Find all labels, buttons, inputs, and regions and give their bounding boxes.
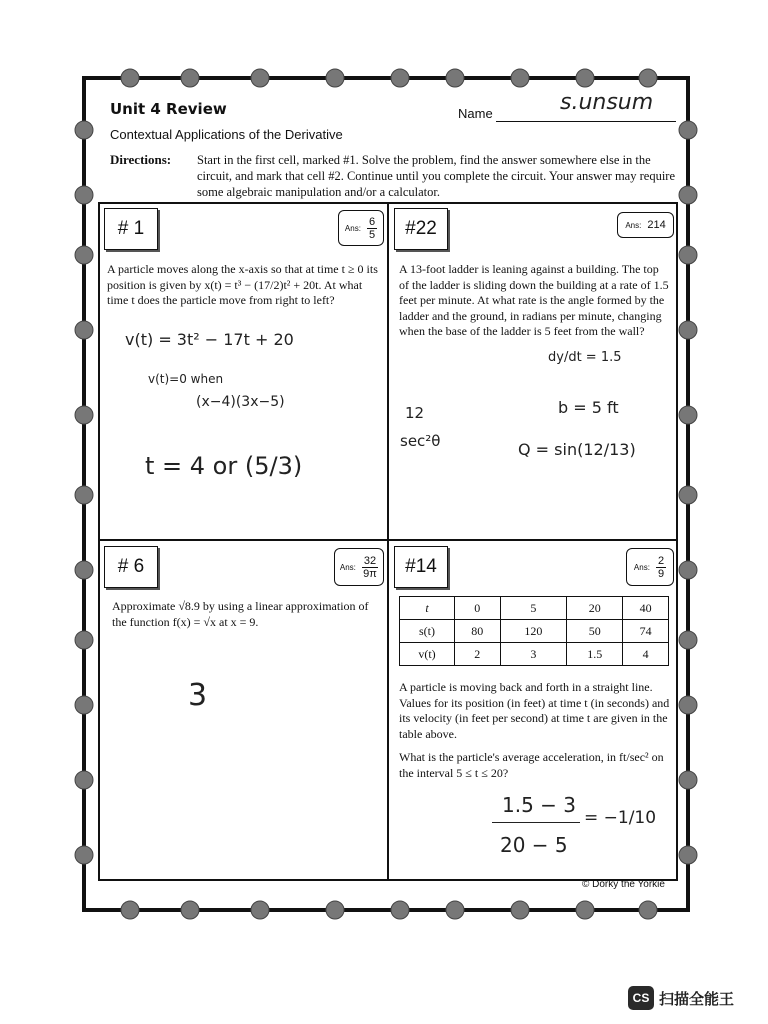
work-line: 3 xyxy=(188,678,208,713)
work-line: 12 xyxy=(405,404,425,422)
frame-bead xyxy=(391,901,409,919)
table-cell: 5 xyxy=(500,597,567,620)
answer-fraction xyxy=(362,555,378,580)
frame-bead xyxy=(679,246,697,264)
answer-box-1 xyxy=(338,210,384,246)
table-cell: 20 xyxy=(567,597,623,620)
cell-number-6: # 6 xyxy=(104,546,158,588)
table-cell: 0 xyxy=(455,597,501,620)
table-cell: 3 xyxy=(500,643,567,666)
table-row xyxy=(400,620,669,643)
frame-bead xyxy=(326,901,344,919)
name-line xyxy=(496,121,676,122)
frame-bead xyxy=(75,406,93,424)
answer-numerator: 6 xyxy=(368,215,376,228)
frame-bead xyxy=(75,561,93,579)
answer-label: Ans: xyxy=(633,562,650,572)
fraction-bar xyxy=(492,822,580,823)
frame-bead xyxy=(181,901,199,919)
frame-bead xyxy=(679,846,697,864)
answer-value: 214 xyxy=(647,219,666,231)
work-line: sec²θ xyxy=(400,432,441,450)
work-line: = −1/10 xyxy=(584,808,657,828)
name-label: Name xyxy=(458,106,493,121)
page-subtitle: Contextual Applications of the Derivative xyxy=(110,127,343,142)
frame-bead xyxy=(576,69,594,87)
table-cell: 50 xyxy=(567,620,623,643)
directions-label: Directions: xyxy=(110,152,172,167)
frame-bead xyxy=(251,901,269,919)
frame-bead xyxy=(679,696,697,714)
frame-bead xyxy=(679,321,697,339)
name-handwriting: s.unsum xyxy=(560,90,654,115)
frame-bead xyxy=(639,69,657,87)
table-row xyxy=(400,597,669,620)
frame-bead xyxy=(75,121,93,139)
answer-denominator: 5 xyxy=(368,228,376,241)
table-cell: 1.5 xyxy=(567,643,623,666)
answer-label: Ans: xyxy=(339,562,356,572)
work-line: t = 4 or (5/3) xyxy=(145,452,303,480)
frame-bead xyxy=(576,901,594,919)
frame-bead xyxy=(679,561,697,579)
frame-bead xyxy=(75,696,93,714)
problem-text-14: A particle is moving back and forth in a straight line. Values for its position (in feet) at time t (in seconds) and its velocity (in feet per second) at time t are given in the table above. xyxy=(399,680,670,741)
table-cell: 2 xyxy=(455,643,501,666)
answer-label: Ans: xyxy=(625,220,642,230)
work-line: dy/dt = 1.5 xyxy=(548,350,622,365)
frame-bead xyxy=(121,69,139,87)
cell-number-22: #22 xyxy=(394,208,448,250)
watermark-text: 扫描全能王 xyxy=(659,990,735,1008)
frame-bead xyxy=(679,121,697,139)
frame-bead xyxy=(679,406,697,424)
frame-bead xyxy=(446,901,464,919)
frame-bead xyxy=(679,771,697,789)
work-line: b = 5 ft xyxy=(558,398,619,417)
frame-bead xyxy=(679,186,697,204)
directions-text: Start in the first cell, marked #1. Solve the problem, find the answer somewhere else in the circuit, and mark that cell #2. Continue until you complete the circuit. Your answer may require some algebraic manipulation and/or a calculator. xyxy=(197,153,675,199)
page-title: Unit 4 Review xyxy=(110,100,227,118)
frame-bead xyxy=(75,246,93,264)
frame-bead xyxy=(326,69,344,87)
answer-box-22 xyxy=(617,212,674,238)
table-cell: 80 xyxy=(455,620,501,643)
frame-bead xyxy=(511,69,529,87)
frame-bead xyxy=(181,69,199,87)
table-cell: 4 xyxy=(623,643,669,666)
answer-fraction xyxy=(656,555,666,580)
work-line: Q = sin(12/13) xyxy=(518,440,636,459)
cs-logo-icon: CS xyxy=(628,986,654,1010)
frame-bead xyxy=(391,69,409,87)
answer-numerator: 2 xyxy=(657,554,665,567)
answer-denominator: 9π xyxy=(363,567,377,580)
frame-bead xyxy=(639,901,657,919)
frame-bead xyxy=(75,771,93,789)
frame-bead xyxy=(75,486,93,504)
frame-bead xyxy=(679,486,697,504)
frame-bead xyxy=(75,321,93,339)
cell-number-1: # 1 xyxy=(104,208,158,250)
work-line: (x−4)(3x−5) xyxy=(196,394,285,410)
frame-bead xyxy=(679,631,697,649)
table-cell: 120 xyxy=(500,620,567,643)
work-line: 20 − 5 xyxy=(500,833,568,857)
frame-bead xyxy=(75,631,93,649)
frame-bead xyxy=(511,901,529,919)
table-cell: 74 xyxy=(623,620,669,643)
problem-text-1: A particle moves along the x-axis so that at time t ≥ 0 its position is given by x(t) = t³ − (17/2)t² + 20t. At what time t does the particle move from right to left? xyxy=(107,262,378,307)
frame-bead xyxy=(75,186,93,204)
problem-text-6: Approximate √8.9 by using a linear approximation of the function f(x) = √x at x = 9. xyxy=(112,599,369,629)
answer-fraction xyxy=(367,216,377,241)
credit-text: © Dorky the Yorkie xyxy=(582,879,665,890)
problem-text-22: A 13-foot ladder is leaning against a building. The top of the ladder is sliding down the building at a rate of 1.5 feet per minute. At what rate is the angle formed by the ladder and the ground, in radians per minute, changing when the base of the ladder is 5 feet from the wall? xyxy=(399,262,669,338)
answer-label: Ans: xyxy=(344,223,361,233)
answer-box-6 xyxy=(334,548,384,586)
work-line: v(t)=0 when xyxy=(148,372,224,386)
cell-number-14: #14 xyxy=(394,546,448,588)
data-table xyxy=(399,596,669,666)
frame-bead xyxy=(121,901,139,919)
question-text-14: What is the particle's average acceleration, in ft/sec² on the interval 5 ≤ t ≤ 20? xyxy=(399,750,664,780)
frame-bead xyxy=(251,69,269,87)
table-cell: t xyxy=(400,597,455,620)
answer-numerator: 32 xyxy=(363,554,377,567)
answer-denominator: 9 xyxy=(657,567,665,580)
frame-bead xyxy=(446,69,464,87)
frame-bead xyxy=(75,846,93,864)
answer-box-14 xyxy=(626,548,674,586)
table-row xyxy=(400,643,669,666)
work-line: v(t) = 3t² − 17t + 20 xyxy=(125,330,294,349)
work-line: 1.5 − 3 xyxy=(502,793,577,817)
table-cell: s(t) xyxy=(400,620,455,643)
table-cell: 40 xyxy=(623,597,669,620)
table-cell: v(t) xyxy=(400,643,455,666)
